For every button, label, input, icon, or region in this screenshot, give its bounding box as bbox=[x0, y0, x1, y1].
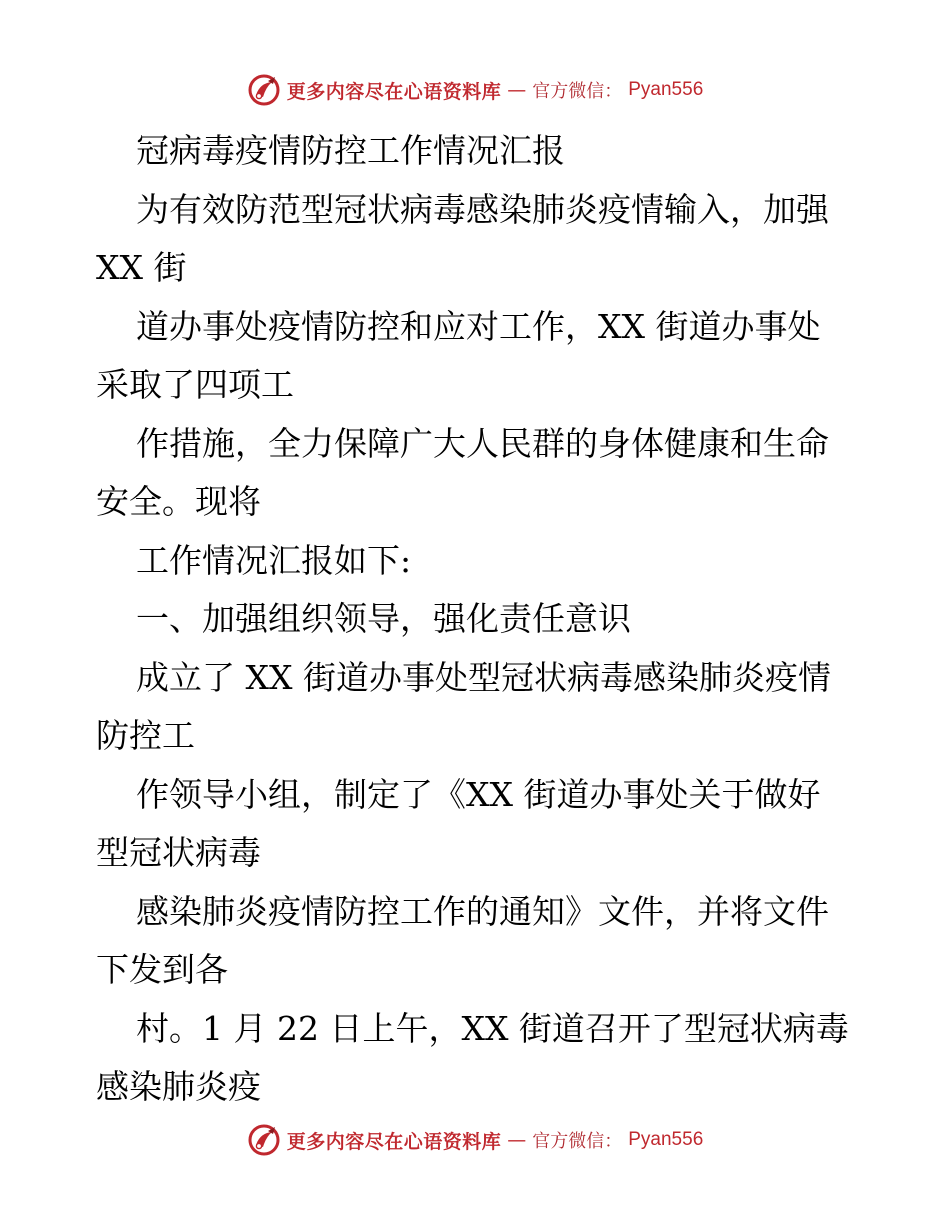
doc-line: 村。1 月 22 日上午，XX 街道召开了型冠状病毒 bbox=[136, 1008, 849, 1048]
doc-line: 感染肺炎疫情防控工作的通知》文件，并将文件 bbox=[136, 891, 829, 931]
footer-banner-content[interactable] bbox=[247, 1123, 704, 1157]
doc-line: 下发到各 bbox=[96, 950, 228, 989]
section-heading: 一、加强组织领导，强化责任意识 bbox=[136, 599, 631, 638]
doc-line: 作措施，全力保障广大人民群的身体健康和生命 bbox=[136, 423, 829, 463]
doc-line: 安全。现将 bbox=[96, 482, 261, 521]
footer-dash: — bbox=[507, 1129, 527, 1151]
header-banner-content[interactable] bbox=[247, 73, 704, 107]
doc-line: 成立了 XX 街道办事处型冠状病毒感染肺炎疫情 bbox=[136, 657, 831, 697]
footer-wechat-id: Pyan556 bbox=[628, 1129, 704, 1150]
doc-line: 为有效防范型冠状病毒感染肺炎疫情输入，加强 bbox=[136, 189, 829, 229]
footer-brand-text: 更多内容尽在心语资料库 bbox=[286, 1130, 502, 1153]
doc-line: 道办事处疫情防控和应对工作，XX 街道办事处 bbox=[136, 306, 821, 346]
doc-line: 冠病毒疫情防控工作情况汇报 bbox=[136, 131, 565, 170]
doc-line: 型冠状病毒 bbox=[96, 833, 261, 872]
doc-line: 作领导小组，制定了《XX 街道办事处关于做好 bbox=[136, 774, 821, 814]
header-dash: — bbox=[507, 79, 527, 101]
brand-logo-icon bbox=[247, 1123, 281, 1157]
document-body bbox=[96, 122, 856, 1117]
header-wechat-label: 官方微信： bbox=[532, 81, 623, 102]
header-wechat-id: Pyan556 bbox=[628, 79, 704, 100]
doc-line: 采取了四项工 bbox=[96, 365, 294, 404]
header-banner bbox=[0, 70, 950, 110]
doc-line: 防控工 bbox=[96, 716, 195, 755]
doc-line: XX 街 bbox=[96, 248, 187, 287]
footer-wechat-label: 官方微信： bbox=[532, 1131, 623, 1152]
brand-logo-icon bbox=[247, 73, 281, 107]
header-brand-text: 更多内容尽在心语资料库 bbox=[286, 80, 502, 103]
doc-line: 感染肺炎疫 bbox=[96, 1067, 261, 1106]
footer-banner bbox=[0, 1120, 950, 1160]
doc-line: 工作情况汇报如下: bbox=[136, 540, 412, 580]
